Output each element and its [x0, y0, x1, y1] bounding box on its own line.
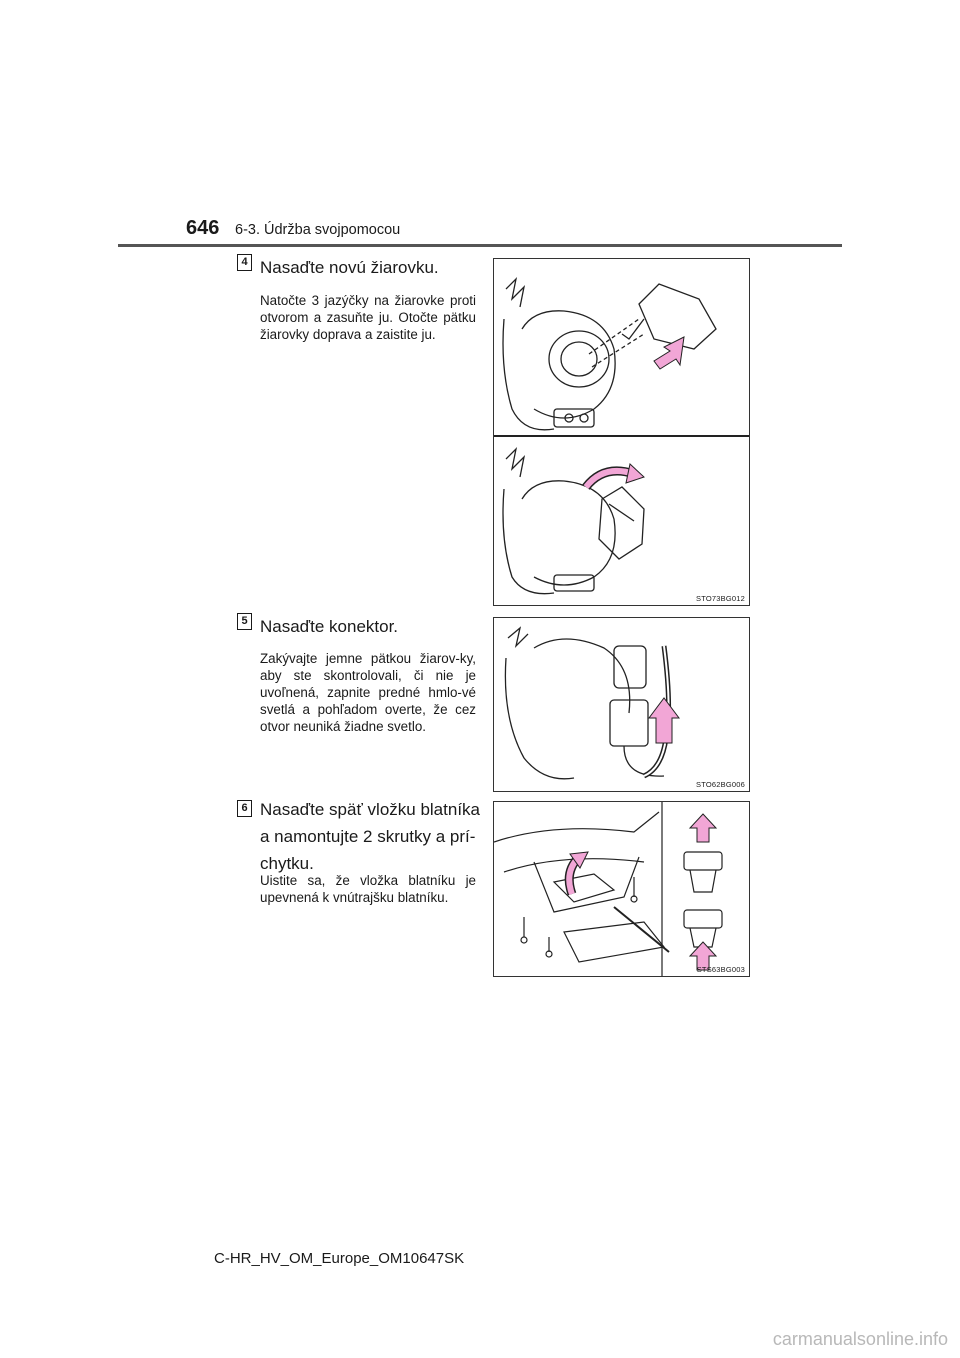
insert-arrow-icon — [654, 337, 684, 369]
figure-install-bulb — [493, 258, 750, 606]
header-rule — [118, 244, 842, 247]
page-number: 646 — [186, 217, 220, 239]
step-heading-6: Nasaďte späť vložku blatníka a namontujte 2 skrutky a prí-chytku. — [260, 800, 480, 873]
step-body-6: Uistite sa, že vložka blatníku je upevnená k vnútrajšku blatníku. — [260, 873, 476, 905]
watermark: carmanualsonline.info — [772, 1329, 948, 1349]
figure-fender-liner-drawing — [494, 802, 749, 976]
push-up-arrow-icon — [649, 698, 679, 743]
step-body-4: Natočte 3 jazýčky na žiarovke proti otvorom a zasuňte ju. Otočte pätku žiarovky doprava a zaistite ju. — [260, 293, 476, 342]
step-heading-5: Nasaďte konektor. — [260, 617, 399, 636]
step-body-5: Zakývajte jemne pätkou žiarov-ky, aby ste skontrolovali, či nie je uvoľnená, zapnite predné hmlo-vé svetlá a pohľadom overte, že cez otvor neuniká žiadne svetlo. — [260, 651, 476, 734]
step-badge-4: 4 — [237, 254, 252, 271]
figure-connect-connector-drawing — [494, 618, 749, 791]
step-badge-5: 5 — [237, 613, 252, 630]
document-code: C-HR_HV_OM_Europe_OM10647SK — [214, 1250, 465, 1267]
figure-code: STO62BG006 — [696, 780, 745, 789]
figure-code: STS63BG003 — [696, 965, 745, 974]
figure-fender-liner — [493, 801, 750, 977]
step-badge-6: 6 — [237, 800, 252, 817]
figure-connect-connector — [493, 617, 750, 792]
clip-up-arrow-icon — [690, 814, 716, 842]
step-heading-4: Nasaďte novú žiarovku. — [260, 258, 439, 277]
figure-code: STO73BG012 — [696, 594, 745, 603]
figure-install-bulb-drawing — [494, 259, 749, 605]
section-title: 6-3. Údržba svojpomocou — [235, 222, 401, 238]
